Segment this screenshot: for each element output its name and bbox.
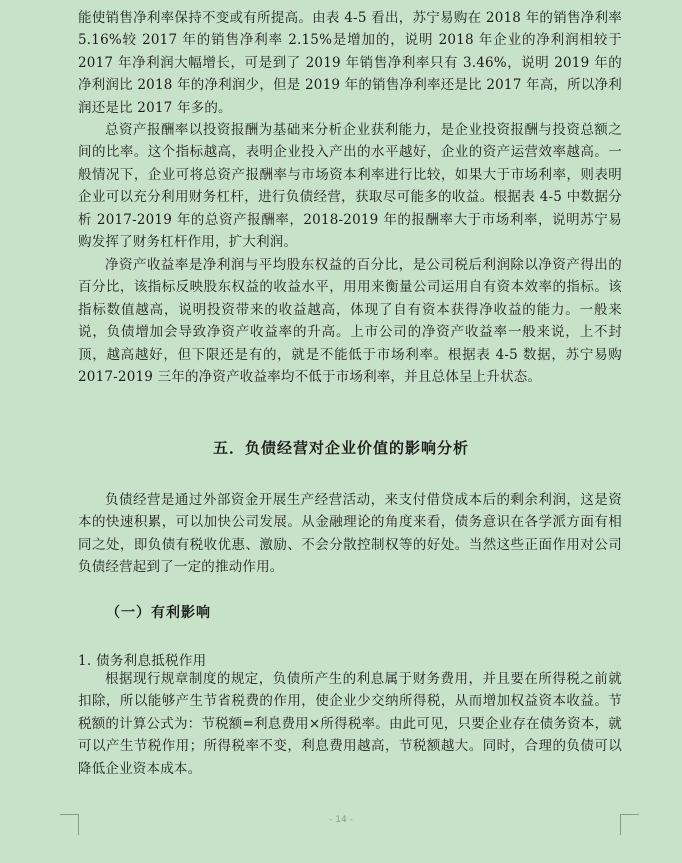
- paragraph-debt-operation: 负债经营是通过外部资金开展生产经营活动，来支付借贷成本后的剩余利润，这是资本的快速积累，可以加快公司发展。从金融理论的角度来看，债务意识在各学派方面有相同之处，即负债有税收优惠、激励、不会分散控制权等的好处。当然这些正面作用对公司负债经营起到了一定的推动作用。: [78, 492, 622, 576]
- section-title: 五．负债经营对企业价值的影响分析: [212, 439, 469, 457]
- page-number: - 14 -: [329, 815, 353, 825]
- paragraph-roe: 净资产收益率是净利润与平均股东权益的百分比，是公司税后利润除以净资产得出的百分比，该指标反映股东权益的收益水平，用用来衡量公司运用自有资本效率的指标。该指标数值越高，说明投资带来的收益越高，体现了自有资本获得净收益的能力。一般来说，负债增加会导致净资产收益率的升高。上市公司的净资产收益率一般来说，上不封顶，越高越好，但下限还是有的，就是不能低于市场利率。根据表 4-5 数据，苏宁易购 2017-2019 三年的净资产收益率均不低于市场利率，并且总体呈上升状态。: [78, 257, 622, 386]
- subsection-title: （一）有利影响: [106, 605, 211, 621]
- paragraph-net-profit-margin: 能使销售净利率保持不变或有所提高。由表 4-5 看出，苏宁易购在 2018 年的销售净利率 5.16%较 2017 年的销售净利率 2.15%是增加的，说明 2018 年企业的净利润相较于 2017 年净利润大幅增长，可是到了 2019 年销售净利率只有 3.46%，说明 2019 年的净利润比 2018 年的净利润少，但是 2019 年的销售净利率还是比 2017 年高，所以净利润还是比 2017 年多的。: [78, 10, 622, 116]
- item-title: 1. 债务利息抵税作用: [78, 653, 207, 669]
- paragraph-tax-shield: 根据现行规章制度的规定，负债所产生的利息属于财务费用，并且要在所得税之前就扣除，所以能够产生节省税费的作用，使企业少交纳所得税，从而增加权益资本收益。节税额的计算公式为：节税额=利息费用×所得税率。由此可见，只要企业存在债务资本，就可以产生节税作用；所得税率不变，利息费用越高，节税额越大。同时，合理的负债可以降低企业资本成本。: [78, 671, 622, 777]
- paragraph-total-asset-return: 总资产报酬率以投资报酬为基础来分析企业获利能力，是企业投资报酬与投资总额之间的比率。这个指标越高，表明企业投入产出的水平越好，企业的资产运营效率越高。一般情况下，企业可将总资产报酬率与市场资本利率进行比较，如果大于市场利率，则表明企业可以充分利用财务杠杆，进行负债经营，获取尽可能多的收益。根据表 4-5 中数据分析 2017-2019 年的总资产报酬率，2018-2019 年的报酬率大于市场利率，说明苏宁易购发挥了财务杠杆作用，扩大利润。: [78, 122, 622, 251]
